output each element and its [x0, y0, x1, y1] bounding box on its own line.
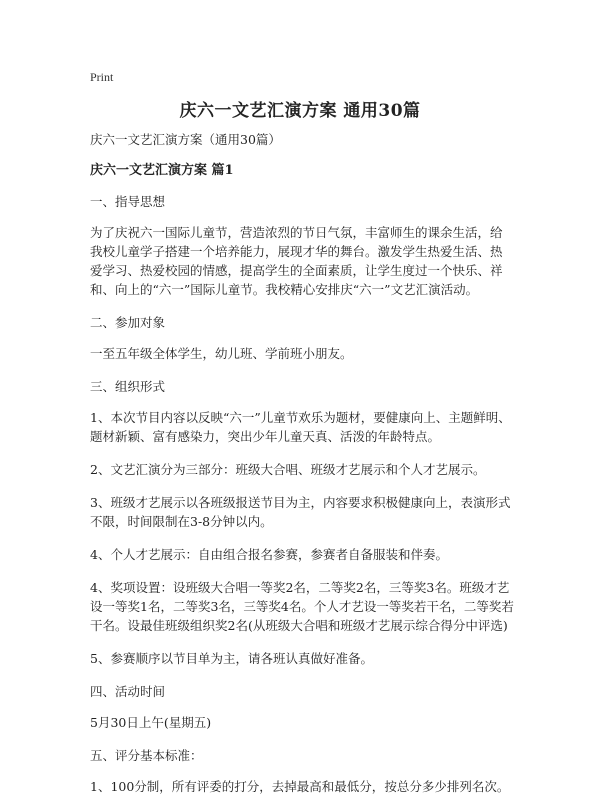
paragraph-guiding-ideology: 为了庆祝六一国际儿童节，营造浓烈的节日气氛，丰富师生的课余生活，给我校儿童学子搭建一个培养能力，展现才华的舞台。激发学生热爱生活、热爱学习、热爱校园的情感，提高学生的全面素质，让学生度过一个快乐、祥和、向上的“六一”国际儿童节。我校精心安排庆“六一”文艺汇演活动。 [90, 225, 503, 297]
heading-time: 四、活动时间 [90, 684, 166, 699]
paragraph-order: 5、参赛顺序以节目单为主，请各班认真做好准备。 [90, 651, 373, 666]
print-link[interactable]: Print [90, 70, 114, 84]
document-subtitle: 庆六一文艺汇演方案（通用30篇） [90, 132, 281, 147]
paragraph-participants: 一至五年级全体学生，幼儿班、学前班小朋友。 [90, 346, 353, 361]
paragraph-organization-2: 2、文艺汇演分为三部分：班级大合唱、班级才艺展示和个人才艺展示。 [90, 462, 486, 477]
paragraph-scoring-1: 1、100分制，所有评委的打分，去掉最高和最低分，按总分多少排列名次。 [90, 779, 510, 794]
paragraph-organization-3: 3、班级才艺展示以各班级报送节目为主，内容要求积极健康向上，表演形式不限，时间限制在3-8分钟以内。 [90, 495, 511, 529]
paragraph-time: 5月30日上午(星期五) [90, 715, 212, 730]
paragraph-organization-4: 4、个人才艺展示：自由组合报名参赛，参赛者自备服装和伴奏。 [90, 547, 448, 562]
heading-guiding-ideology: 一、指导思想 [90, 194, 166, 209]
section-title: 庆六一文艺汇演方案 篇1 [90, 163, 234, 178]
document-title: 庆六一文艺汇演方案 通用30篇 [179, 101, 421, 121]
heading-organization: 三、组织形式 [90, 379, 166, 394]
paragraph-organization-1: 1、本次节目内容以反映“六一”儿童节欢乐为题材，要健康向上、主题鲜明、题材新颖、富有感染力，突出少年儿童天真、活泼的年龄特点。 [90, 410, 511, 444]
heading-participants: 二、参加对象 [90, 315, 166, 330]
paragraph-awards: 4、奖项设置：设班级大合唱一等奖2名，二等奖2名，三等奖3名。班级才艺设一等奖1名，二等奖3名，三等奖4名。个人才艺设一等奖若干名，二等奖若干名。设最佳班级组织奖2名(从班级大合唱和班级才艺展示综合得分中评选) [90, 580, 514, 633]
heading-scoring: 五、评分基本标准： [90, 748, 203, 763]
document-body [90, 130, 514, 810]
